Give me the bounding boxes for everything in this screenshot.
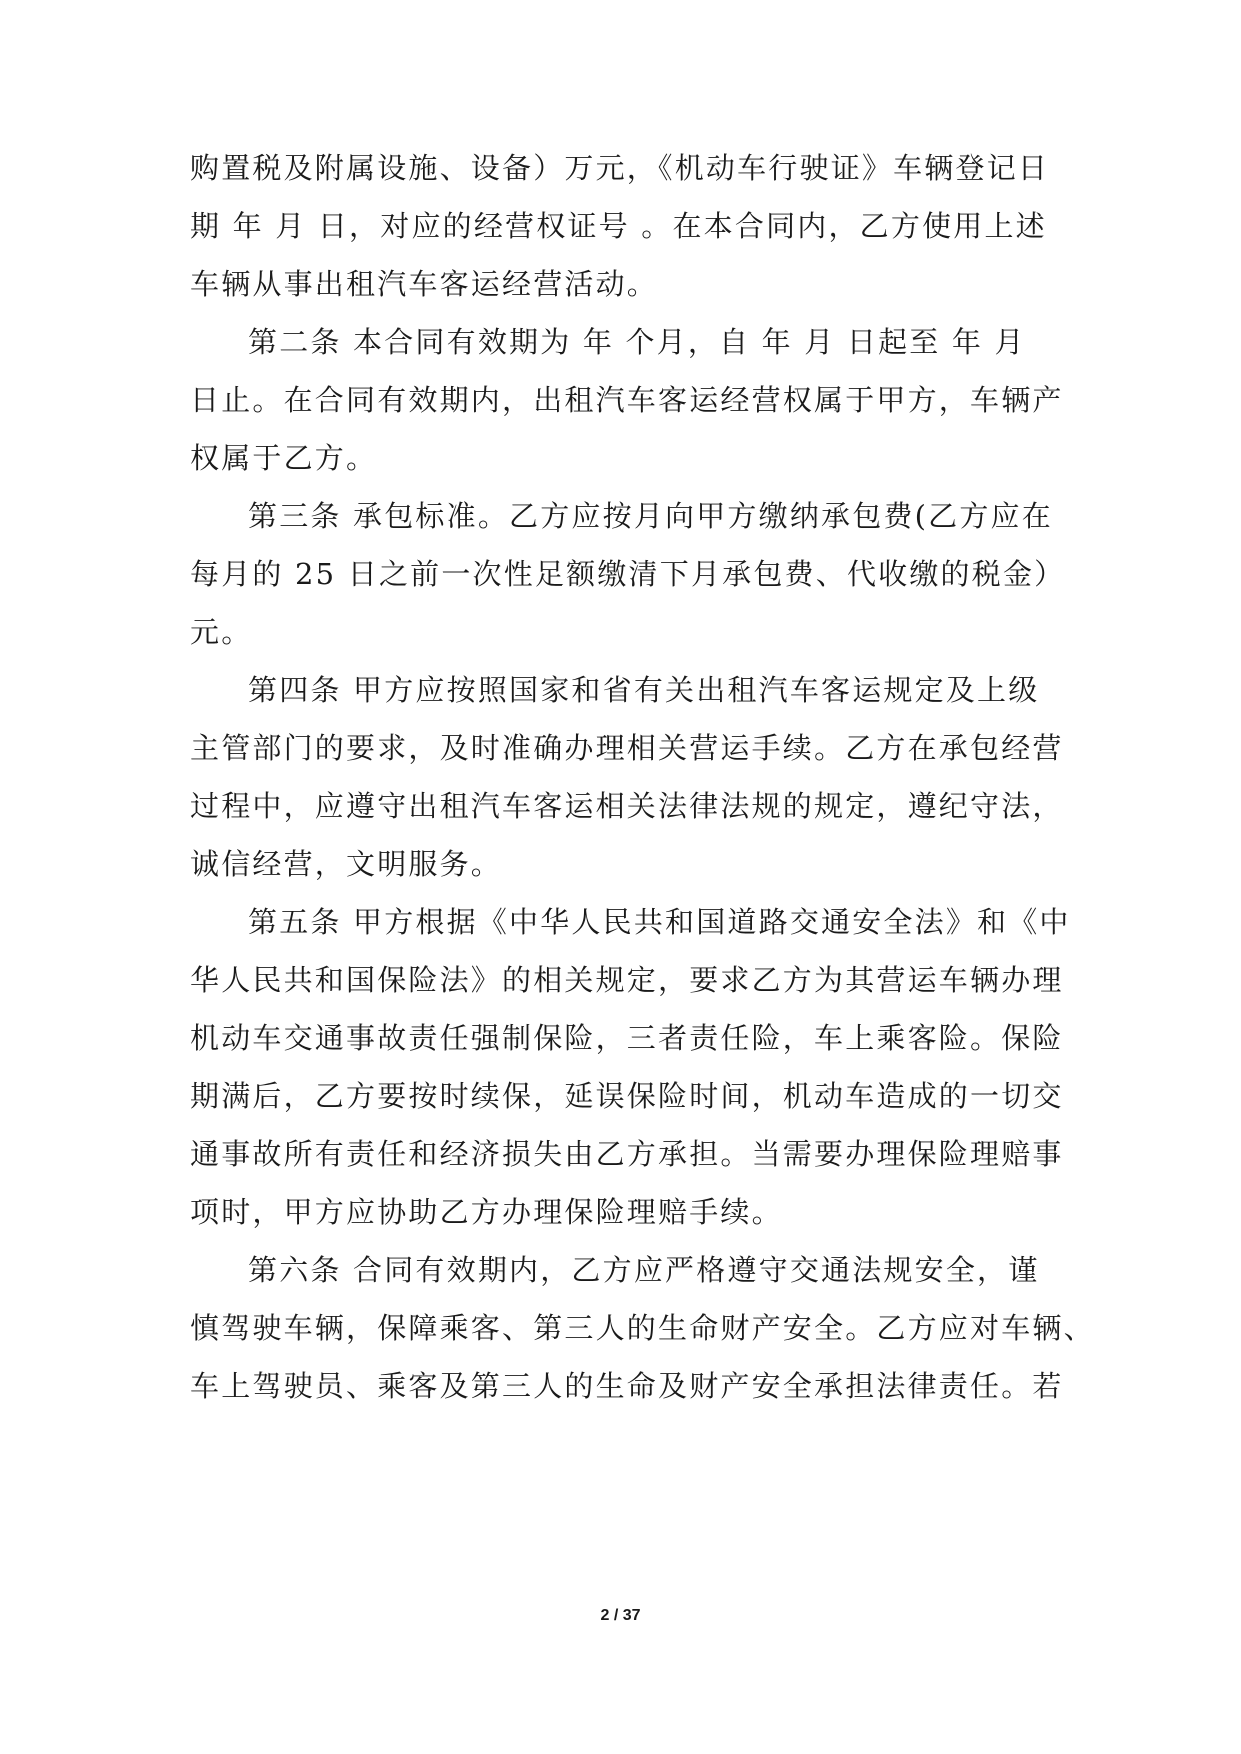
- text-line-1: 购置税及附属设施、设备）万元，《机动车行驶证》车辆登记日: [190, 151, 1050, 185]
- text-line-2: 期 年 月 日，对应的经营权证号 。在本合同内，乙方使用上述: [190, 209, 1047, 243]
- article-2-line-3: 权属于乙方。: [190, 441, 378, 475]
- article-4-line-2: 主管部门的要求，及时准确办理相关营运手续。乙方在承包经营: [190, 731, 1064, 765]
- text-line-3: 车辆从事出租汽车客运经营活动。: [190, 267, 659, 301]
- article-5-line-4: 期满后，乙方要按时续保，延误保险时间，机动车造成的一切交: [190, 1079, 1064, 1113]
- article-4-line-1: 第四条 甲方应按照国家和省有关出租汽车客运规定及上级: [248, 673, 1040, 707]
- article-3-line-3: 元。: [190, 615, 253, 649]
- article-3-line-1: 第三条 承包标准。乙方应按月向甲方缴纳承包费(乙方应在: [248, 499, 1053, 533]
- article-6-line-3: 车上驾驶员、乘客及第三人的生命及财产安全承担法律责任。若: [190, 1369, 1064, 1403]
- article-5-line-5: 通事故所有责任和经济损失由乙方承担。当需要办理保险理赔事: [190, 1137, 1064, 1171]
- article-3-line-2: 每月的 25 日之前一次性足额缴清下月承包费、代收缴的税金）: [190, 557, 1066, 591]
- article-4-line-3: 过程中，应遵守出租汽车客运相关法律法规的规定，遵纪守法，: [190, 789, 1064, 823]
- article-2-line-1: 第二条 本合同有效期为 年 个月，自 年 月 日起至 年 月: [248, 325, 1026, 359]
- article-2-line-2: 日止。在合同有效期内，出租汽车客运经营权属于甲方，车辆产: [190, 383, 1064, 417]
- article-6-line-2: 慎驾驶车辆，保障乘客、第三人的生命财产安全。乙方应对车辆、: [190, 1311, 1095, 1345]
- article-6-line-1: 第六条 合同有效期内，乙方应严格遵守交通法规安全，谨: [248, 1253, 1040, 1287]
- article-5-line-2: 华人民共和国保险法》的相关规定，要求乙方为其营运车辆办理: [190, 963, 1064, 997]
- article-5-line-6: 项时，甲方应协助乙方办理保险理赔手续。: [190, 1195, 783, 1229]
- article-4-line-4: 诚信经营，文明服务。: [190, 847, 503, 881]
- article-5-line-3: 机动车交通事故责任强制保险，三者责任险，车上乘客险。保险: [190, 1021, 1064, 1055]
- page-number: 2 / 37: [600, 1607, 641, 1624]
- article-5-line-1: 第五条 甲方根据《中华人民共和国道路交通安全法》和《中: [248, 905, 1071, 939]
